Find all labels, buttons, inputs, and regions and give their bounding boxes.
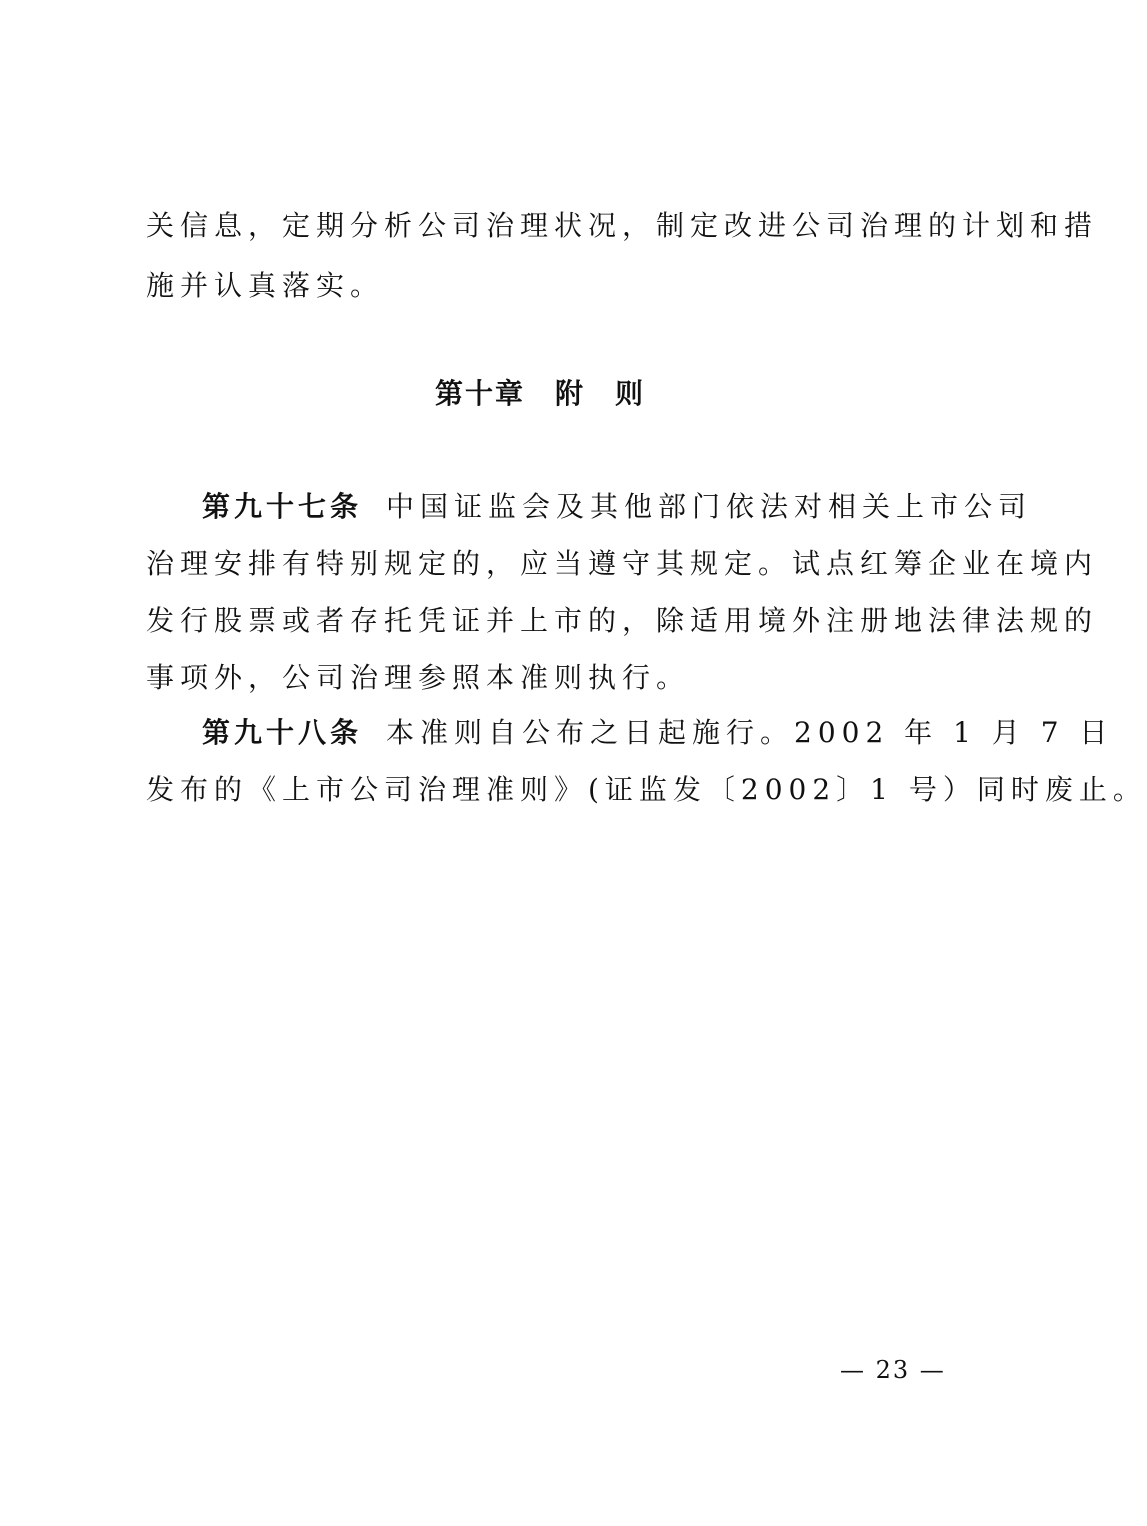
article-97-line-2: 治理安排有特别规定的，应当遵守其规定。试点红筹企业在境内 xyxy=(146,547,1099,580)
article-98-text-1: 本准则自公布之日起施行。2002 年 1 月 7 日 xyxy=(386,716,1114,749)
article-98-line-1 xyxy=(202,705,1114,761)
article-97-label: 第九十七条 xyxy=(202,490,363,523)
chapter-heading: 第十章 附 则 xyxy=(434,377,645,410)
article-97-line-3: 发行股票或者存托凭证并上市的，除适用境外注册地法律法规的 xyxy=(146,604,1099,637)
intro-line-2: 施并认真落实。 xyxy=(146,269,385,302)
article-97-text-1: 中国证监会及其他部门依法对相关上市公司 xyxy=(386,490,1033,523)
article-98-label: 第九十八条 xyxy=(202,716,363,749)
article-98-line-2: 发布的《上市公司治理准则》(证监发〔2002〕1 号）同时废止。 xyxy=(146,773,1147,806)
article-97-line-1 xyxy=(202,479,1033,535)
intro-line-1: 关信息，定期分析公司治理状况，制定改进公司治理的计划和措 xyxy=(146,209,1099,242)
article-97-line-4: 事项外，公司治理参照本准则执行。 xyxy=(146,661,691,694)
page-number: — 23 — xyxy=(840,1356,946,1384)
